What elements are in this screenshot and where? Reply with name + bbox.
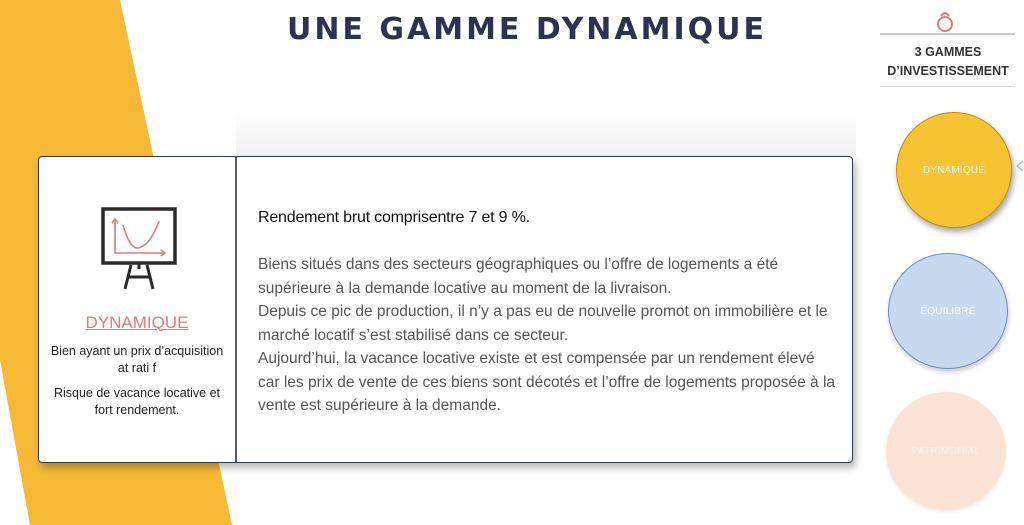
gamme-risk: Risque de vacance locative et fort rendement.: [53, 386, 221, 417]
chart-easel-icon: [101, 207, 177, 291]
info-card: [38, 156, 853, 463]
gamme-patrimonial-button[interactable]: PATRIMONIAL: [886, 392, 1006, 510]
card-right-pane: [258, 209, 838, 418]
gamme-description: Bien ayant un prix d’acquisition at rati f: [50, 344, 224, 375]
paragraph: Depuis ce pic de production, il n’y a pas eu de nouvelle promot on immobilière et le marché locatif s’est stabilisé dans ce secteur.: [258, 303, 828, 344]
gamme-dynamique-button[interactable]: DYNAMIQUE: [896, 112, 1012, 228]
card-left-pane: [39, 157, 235, 462]
gamme-title: DYNAMIQUE: [85, 313, 189, 332]
paragraph: Biens situés dans des secteurs géographiques ou l’offre de logements a été supérieure à la demande locative au moment de la livraison.: [258, 256, 779, 297]
sidebar-title-line: 3 GAMMES: [914, 45, 982, 59]
rendement-heading: Rendement brut comprisentre 7 et 9 %.: [258, 209, 530, 226]
card-divider: [235, 157, 237, 462]
sidebar: [872, 0, 1024, 525]
description-body: [258, 253, 838, 418]
page-title: UNE GAMME DYNAMIQUE: [286, 12, 768, 47]
sidebar-rule: [880, 86, 1015, 87]
sidebar-rule: [880, 33, 1015, 35]
logo-icon: [932, 10, 958, 34]
sidebar-title-line: D’INVESTISSEMENT: [887, 64, 1009, 78]
card-top-shadow: [236, 110, 856, 156]
active-arrow-icon: [1016, 160, 1024, 172]
gamme-equilibre-button[interactable]: ÉQUILIBRÉ: [888, 253, 1008, 369]
paragraph: Aujourd’hui, la vacance locative existe et est compensée par un rendement élevé car les prix de vente de ces biens sont décotés et l’offre de logements proposée à la vente est supérieure à la demande.: [258, 350, 836, 414]
sidebar-title: [872, 43, 1024, 81]
